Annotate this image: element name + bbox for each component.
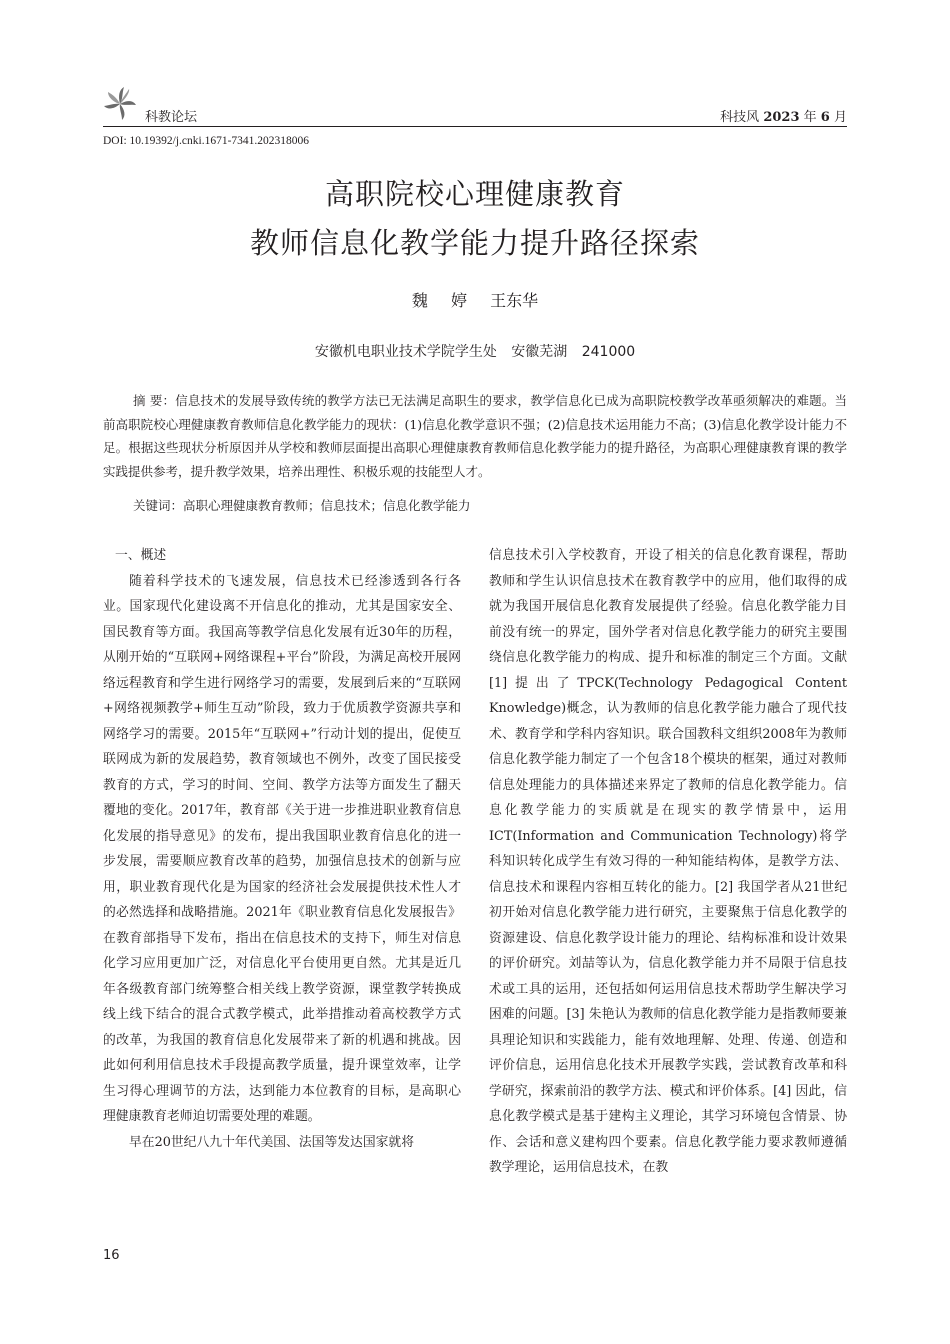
left-column — [103, 543, 461, 1155]
abstract: 摘 要：信息技术的发展导致传统的教学方法已无法满足高职生的要求，教学信息化已成为高职院校教学改革亟须解决的难题。当前高职院校心理健康教育教师信息化教学能力的现状：(1)信息化教学意识不强；(2)信息技术运用能力不高；(3)信息化教学设计能力不足。根据这些现状分析原因并从学校和教师层面提出高职心理健康教育教师信息化教学能力的提升路径，为高职心理健康教育课的教学实践提供参考，提升教学效果，培养出理性、积极乐观的技能型人才。 — [103, 393, 847, 479]
doi: DOI: 10.19392/j.cnki.1671-7341.202318006 — [103, 135, 310, 147]
authors: 魏 婷 王东华 — [411, 291, 539, 310]
title-line-2: 教师信息化教学能力提升路径探索 — [249, 226, 700, 260]
running-header — [103, 86, 847, 130]
header-rule — [103, 126, 847, 127]
journal-month: 6 — [820, 110, 830, 125]
journal-prefix: 科技风 — [720, 110, 760, 125]
journal-month-unit: 月 — [833, 110, 847, 125]
journal-year-unit: 年 — [803, 110, 817, 125]
journal-issue — [720, 106, 847, 125]
body-paragraph: 早在20世纪八九十年代美国、法国等发达国家就将 — [129, 1134, 415, 1150]
section-heading: 一、概述 — [115, 548, 167, 563]
pinwheel-logo-icon — [103, 86, 137, 122]
body-paragraph: 随着科学技术的飞速发展，信息技术已经渗透到各行各业。国家现代化建设离不开信息化的推动，尤其是国家安全、国民教育等方面。我国高等教学信息化发展有近30年的历程，从刚开始的“互联网+网络课程+平台”阶段，为满足高校开展网络远程教育和学生进行网络学习的需要，发展到后来的“互联网+网络视频教学+师生互动”阶段，致力于优质教学资源共享和网络学习的需要。2015年“互联网+”行动计划的提出，促使互联网成为新的发展趋势，教育领域也不例外，改变了国民接受教育的方式，学习的时间、空间、教学方法等方面发生了翻天覆地的变化。2017年，教育部《关于进一步推进职业教育信息化发展的指导意见》的发布，提出我国职业教育信息化的进一步发展，需要顺应教育改革的趋势，加强信息技术的创新与应用，职业教育现代化是为国家的经济社会发展提供技术性人才的必然选择和战略措施。2021年《职业教育信息化发展报告》在教育部指导下发布，指出在信息技术的支持下，师生对信息化学习应用更加广泛，对信息化平台使用更自然。尤其是近几年各级教育部门统筹整合相关线上教学资源，课堂教学转换成线上线下结合的混合式教学模式，此举措推动着高校教学方式的改革，为我国的教育信息化发展带来了新的机遇和挑战。因此如何利用信息技术手段提高教学质量，提升课堂效率，让学生习得心理调节的方法，达到能力本位教育的目标，是高职心理健康教育老师迫切需要处理的难题。 — [103, 573, 461, 1124]
affiliation: 安徽机电职业技术学院学生处 安徽芜湖 241000 — [314, 344, 636, 360]
column-name: 科教论坛 — [145, 110, 198, 125]
keywords: 关键词：高职心理健康教育教师；信息技术；信息化教学能力 — [133, 498, 471, 513]
body-paragraph: 信息技术引入学校教育，开设了相关的信息化教育课程，帮助教师和学生认识信息技术在教育教学中的应用，他们取得的成就为我国开展信息化教育发展提供了经验。信息化教学能力目前没有统一的界定，国外学者对信息化教学能力的研究主要围绕信息化教学能力的构成、提升和标准的制定三个方面。文献[1]提出了TPCK(Technology Pedagogical Content Knowledge)概念，认为教师的信息化教学能力融合了现代技术、教育学和学科内容知识。联合国教科文组织2008年为教师信息化教学能力制定了一个包含18个模块的框架，通过对教师信息处理能力的具体描述来界定了教师的信息化教学能力。信息化教学能力的实质就是在现实的教学情景中，运用ICT(Information and Communication Technology)将学科知识转化成学生有效习得的一种知能结构体，是教学方法、信息技术和课程内容相互转化的能力。[2] 我国学者从21世纪初开始对信息化教学能力进行研究，主要聚焦于信息化教学的资源建设、信息化教学设计能力的理论、结构标准和设计效果的评价研究。刘喆等认为，信息化教学能力并不局限于信息技术或工具的运用，还包括如何运用信息技术帮助学生解决学习困难的问题。[3] 朱艳认为教师的信息化教学能力是指教师要兼具理论知识和实践能力，能有效地理解、处理、传递、创造和评价信息，运用信息化技术开展教学实践，尝试教育改革和科学研究，探索前沿的教学方法、模式和评价体系。[4] 因此，信息化教学模式是基于建构主义理论，其学习环境包含情景、协作、会话和意义建构四个要素。信息化教学能力要求教师遵循教学理论，运用信息技术，在教 — [489, 548, 847, 1175]
page-number: 16 — [103, 1248, 120, 1263]
right-column — [489, 543, 847, 1181]
journal-year: 2023 — [763, 110, 800, 125]
title-line-1: 高职院校心理健康教育 — [324, 177, 625, 211]
